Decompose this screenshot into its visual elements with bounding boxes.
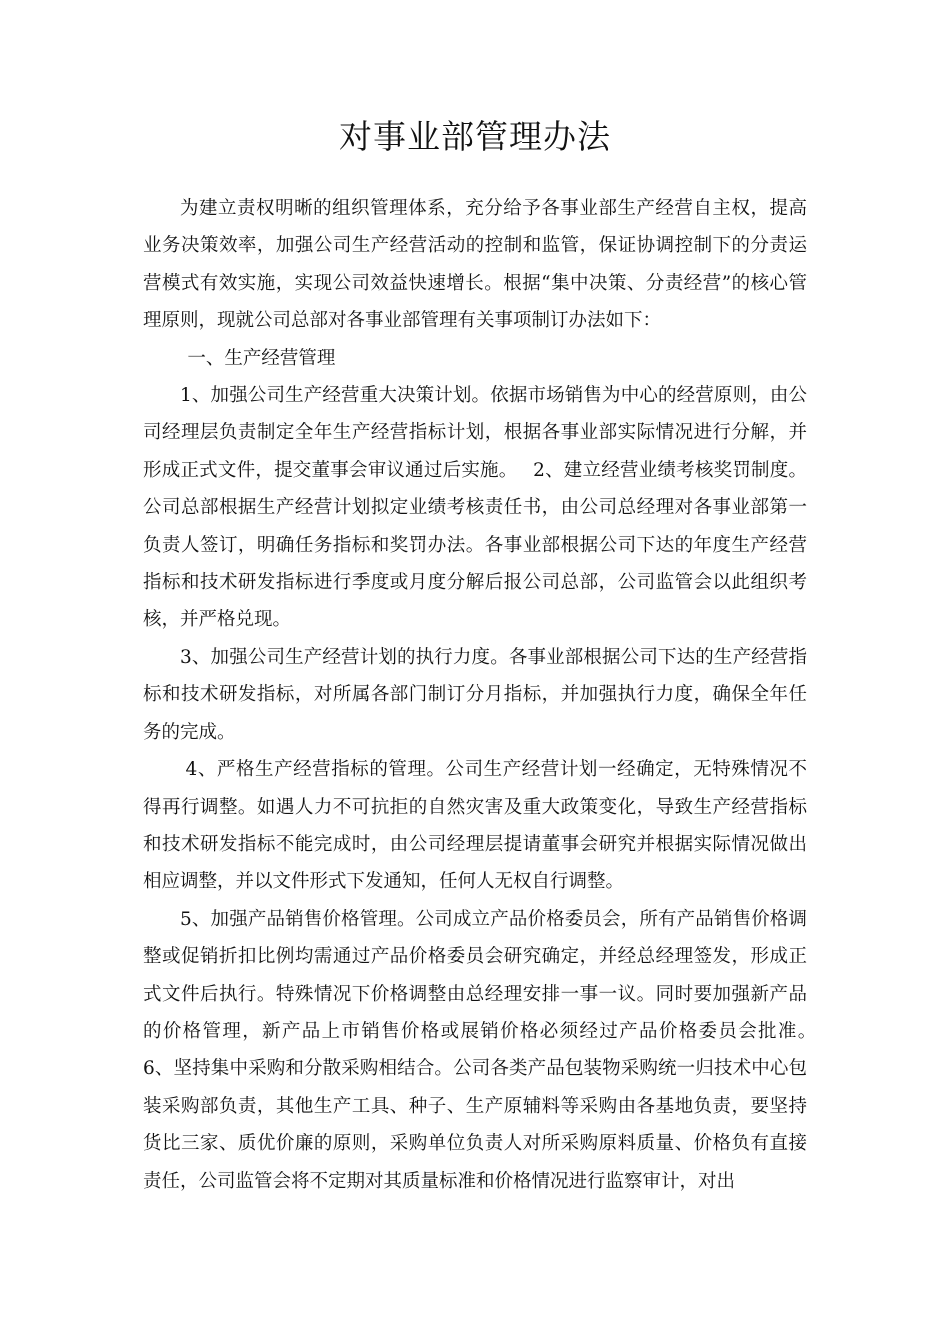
clause-paragraph-4: 4、严格生产经营指标的管理。公司生产经营计划一经确定，无特殊情况不得再行调整。如遇人力不可抗拒的自然灾害及重大政策变化，导致生产经营指标和技术研发指标不能完成时，由公司经理层提请董事会研究并根据实际情况做出相应调整，并以文件形式下发通知，任何人无权自行调整。 xyxy=(143,759,807,893)
intro-paragraph: 为建立责权明晰的组织管理体系，充分给予各事业部生产经营自主权，提高业务决策效率，加强公司生产经营活动的控制和监管，保证协调控制下的分责运营模式有效实施，实现公司效益快速增长。根据“集中决策、分责经营”的核心管理原则，现就公司总部对各事业部管理有关事项制订办法如下： xyxy=(143,198,807,332)
clause-paragraph-1-2: 1、加强公司生产经营重大决策计划。依据市场销售为中心的经营原则，由公司经理层负责制定全年生产经营指标计划，根据各事业部实际情况进行分解，并形成正式文件，提交董事会审议通过后实施。 2、建立经营业绩考核奖罚制度。公司总部根据生产经营计划拟定业绩考核责任书，由公司总经理对各事业部第一负责人签订，明确任务指标和奖罚办法。各事业部根据公司下达的年度生产经营指标和技术研发指标进行季度或月度分解后报公司总部，公司监管会以此组织考核，并严格兑现。 xyxy=(143,385,807,631)
clause-paragraph-3: 3、加强公司生产经营计划的执行力度。各事业部根据公司下达的生产经营指标和技术研发指标，对所属各部门制订分月指标，并加强执行力度，确保全年任务的完成。 xyxy=(143,646,807,743)
document-title: 对事业部管理办法 xyxy=(339,117,611,156)
clause-paragraph-5-6: 5、加强产品销售价格管理。公司成立产品价格委员会，所有产品销售价格调整或促销折扣比例均需通过产品价格委员会研究确定，并经总经理签发，形成正式文件后执行。特殊情况下价格调整由总经理安排一事一议。同时要加强新产品的价格管理，新产品上市销售价格或展销价格必须经过产品价格委员会批准。 6、坚持集中采购和分散采购相结合。公司各类产品包装物采购统一归技术中心包装采购部负责，其他生产工具、种子、生产原辅料等采购由各基地负责，要坚持货比三家、质优价廉的原则，采购单位负责人对所采购原料质量、价格负有直接责任，公司监管会将不定期对其质量标准和价格情况进行监察审计，对出 xyxy=(143,908,832,1192)
document-body xyxy=(143,190,832,1200)
section-heading-production: 一、生产经营管理 xyxy=(187,347,336,369)
